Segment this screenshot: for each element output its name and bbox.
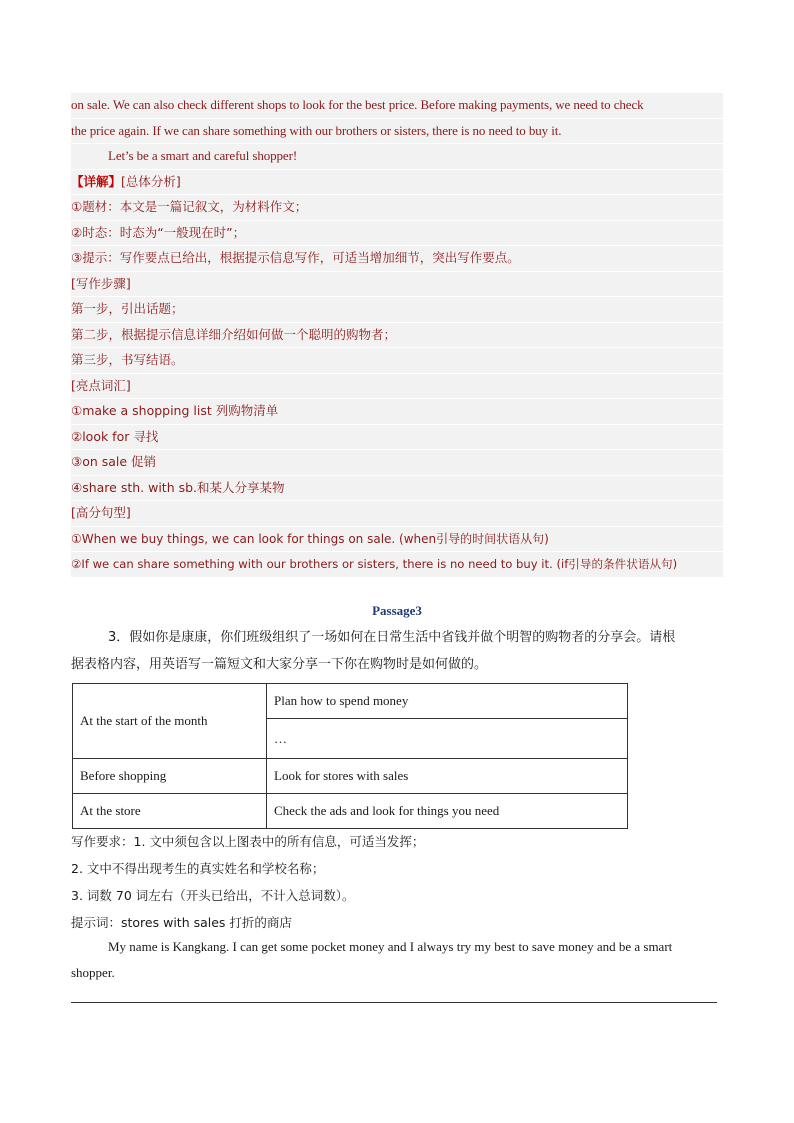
- info-table: [72, 683, 628, 829]
- table-cell: Before shopping: [73, 759, 267, 794]
- table-cell: Plan how to spend money: [267, 684, 628, 719]
- analysis-item: ②时态：时态为“一般现在时”；: [71, 221, 723, 247]
- table-row: [73, 794, 628, 829]
- vocab-item: ①make a shopping list 列购物清单: [71, 399, 723, 425]
- vocab-item: ④share sth. with sb.和某人分享某物: [71, 476, 723, 502]
- analysis-item: ③提示：写作要点已给出，根据提示信息写作，可适当增加细节，突出写作要点。: [71, 246, 723, 272]
- answer-block: [71, 93, 723, 578]
- table-cell: Look for stores with sales: [267, 759, 628, 794]
- step-item: 第一步，引出话题；: [71, 297, 723, 323]
- step-item: 第二步，根据提示信息详细介绍如何做一个聪明的购物者；: [71, 323, 723, 349]
- table-cell: At the start of the month: [73, 684, 267, 759]
- vocab-title: [亮点词汇]: [71, 374, 723, 400]
- table-cell: …: [267, 719, 628, 759]
- detail-heading: [71, 170, 723, 196]
- vocab-item: ②look for 寻找: [71, 425, 723, 451]
- sentence-item: ②If we can share something with our brothers or sisters, there is no need to buy it. (if引导的条件状语从句): [71, 552, 723, 578]
- requirement-line: 写作要求：1. 文中须包含以上图表中的所有信息，可适当发挥；: [71, 834, 425, 849]
- sentence-title: [高分句型]: [71, 501, 723, 527]
- essay-opening: [71, 934, 723, 986]
- table-cell: At the store: [73, 794, 267, 829]
- answer-text-line: on sale. We can also check different shops to look for the best price. Before making payments, we need to check: [71, 93, 723, 119]
- passage-title: Passage3: [372, 603, 422, 618]
- question-line: 据表格内容，用英语写一篇短文和大家分享一下你在购物时是如何做的。: [71, 657, 488, 672]
- answer-text-line: Let’s be a smart and careful shopper!: [71, 144, 723, 170]
- sentence-item: ①When we buy things, we can look for things on sale. (when引导的时间状语从句): [71, 527, 723, 553]
- requirement-line: 3. 词数 70 词左右（开头已给出，不计入总词数）。: [71, 888, 355, 903]
- question-prompt: [71, 624, 723, 678]
- table-cell: Check the ads and look for things you need: [267, 794, 628, 829]
- answer-text-line: the price again. If we can share something with our brothers or sisters, there is no need to buy it.: [71, 119, 723, 145]
- detail-bracket-label: 【详解】: [71, 173, 122, 189]
- essay-line: shopper.: [71, 965, 115, 980]
- vocab-item: ③on sale 促销: [71, 450, 723, 476]
- essay-line: My name is Kangkang. I can get some pocket money and I always try my best to save money and be a smart: [108, 939, 673, 954]
- steps-title: [写作步骤]: [71, 272, 723, 298]
- requirement-line: 2. 文中不得出现考生的真实姓名和学校名称；: [71, 861, 325, 876]
- analysis-item: ①题材：本文是一篇记叙文，为材料作文；: [71, 195, 723, 221]
- table-row: [73, 759, 628, 794]
- detail-title: [总体分析]: [121, 173, 181, 189]
- table-row: [73, 684, 628, 719]
- hint-line: 提示词：stores with sales 打折的商店: [71, 915, 292, 930]
- step-item: 第三步，书写结语。: [71, 348, 723, 374]
- answer-writing-line[interactable]: [71, 1002, 717, 1003]
- question-line: 3．假如你是康康，你们班级组织了一场如何在日常生活中省钱并做个明智的购物者的分享会。请根: [108, 630, 676, 645]
